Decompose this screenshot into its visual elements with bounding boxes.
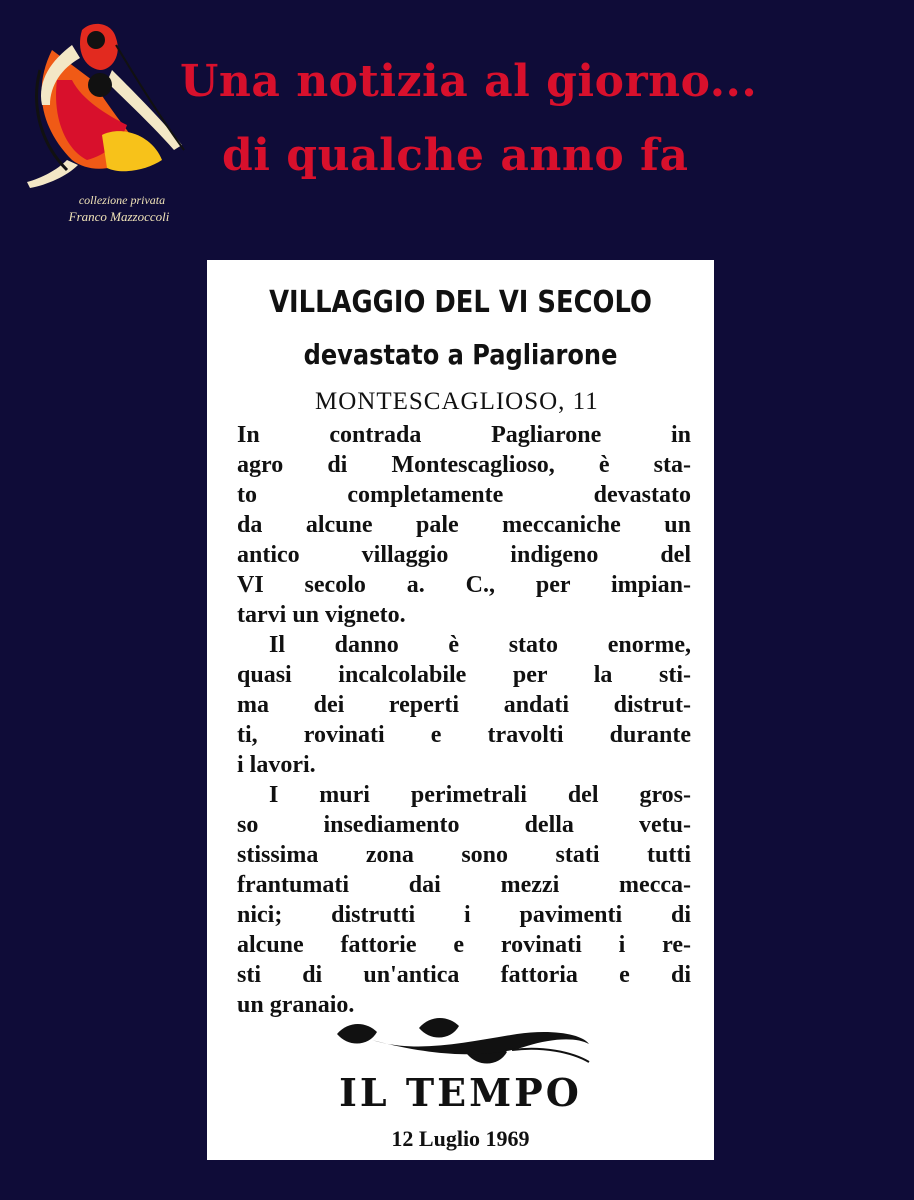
leaf-ornament-icon	[327, 1012, 597, 1072]
article-dateline: MONTESCAGLIOSO, 11	[315, 388, 599, 415]
article-line: alcune fattorie e rovinati i re-	[237, 932, 691, 958]
logo-caption-owner: Franco Mazzoccoli	[68, 209, 170, 224]
publication-date: 12 Luglio 1969	[391, 1126, 530, 1151]
article-line: VI secolo a. C., per impian-	[237, 572, 691, 598]
article-line: un granaio.	[237, 992, 355, 1018]
article-line: nici; distrutti i pavimenti di	[237, 902, 691, 928]
article-line: antico villaggio indigeno del	[237, 542, 691, 568]
article-line: tarvi un vigneto.	[237, 602, 406, 628]
article-line: stissima zona sono stati tutti	[237, 842, 691, 868]
dancer-illustration-icon	[12, 10, 202, 195]
article-line: quasi incalcolabile per la sti-	[237, 662, 691, 688]
newspaper-source: IL TEMPO	[339, 1070, 582, 1115]
logo-caption-collection: collezione privata	[78, 193, 166, 207]
article-subtitle: devastato a Pagliarone	[303, 338, 618, 371]
article-line: ti, rovinati e travolti durante	[237, 722, 691, 748]
article-line: I muri perimetrali del gros-	[269, 782, 691, 808]
article-title: VILLAGGIO DEL VI SECOLO	[269, 285, 652, 320]
newspaper-clipping	[207, 260, 714, 1160]
article-line: ma dei reperti andati distrut-	[237, 692, 691, 718]
article-line: so insediamento della vetu-	[237, 812, 691, 838]
article-line: agro di Montescaglioso, è sta-	[237, 452, 691, 478]
headline-line-2: di qualche anno fa	[222, 130, 689, 181]
article-line: i lavori.	[237, 752, 316, 778]
article-line: Il danno è stato enorme,	[269, 632, 691, 658]
headline-line-1: Una notizia al giorno...	[180, 56, 758, 107]
article-line: da alcune pale meccaniche un	[237, 512, 691, 538]
logo	[12, 10, 202, 225]
article-line: to completamente devastato	[237, 482, 691, 508]
article-line: frantumati dai mezzi mecca-	[237, 872, 691, 898]
article-line: sti di un'antica fattoria e di	[237, 962, 691, 988]
article-line: In contrada Pagliarone in	[237, 422, 691, 448]
